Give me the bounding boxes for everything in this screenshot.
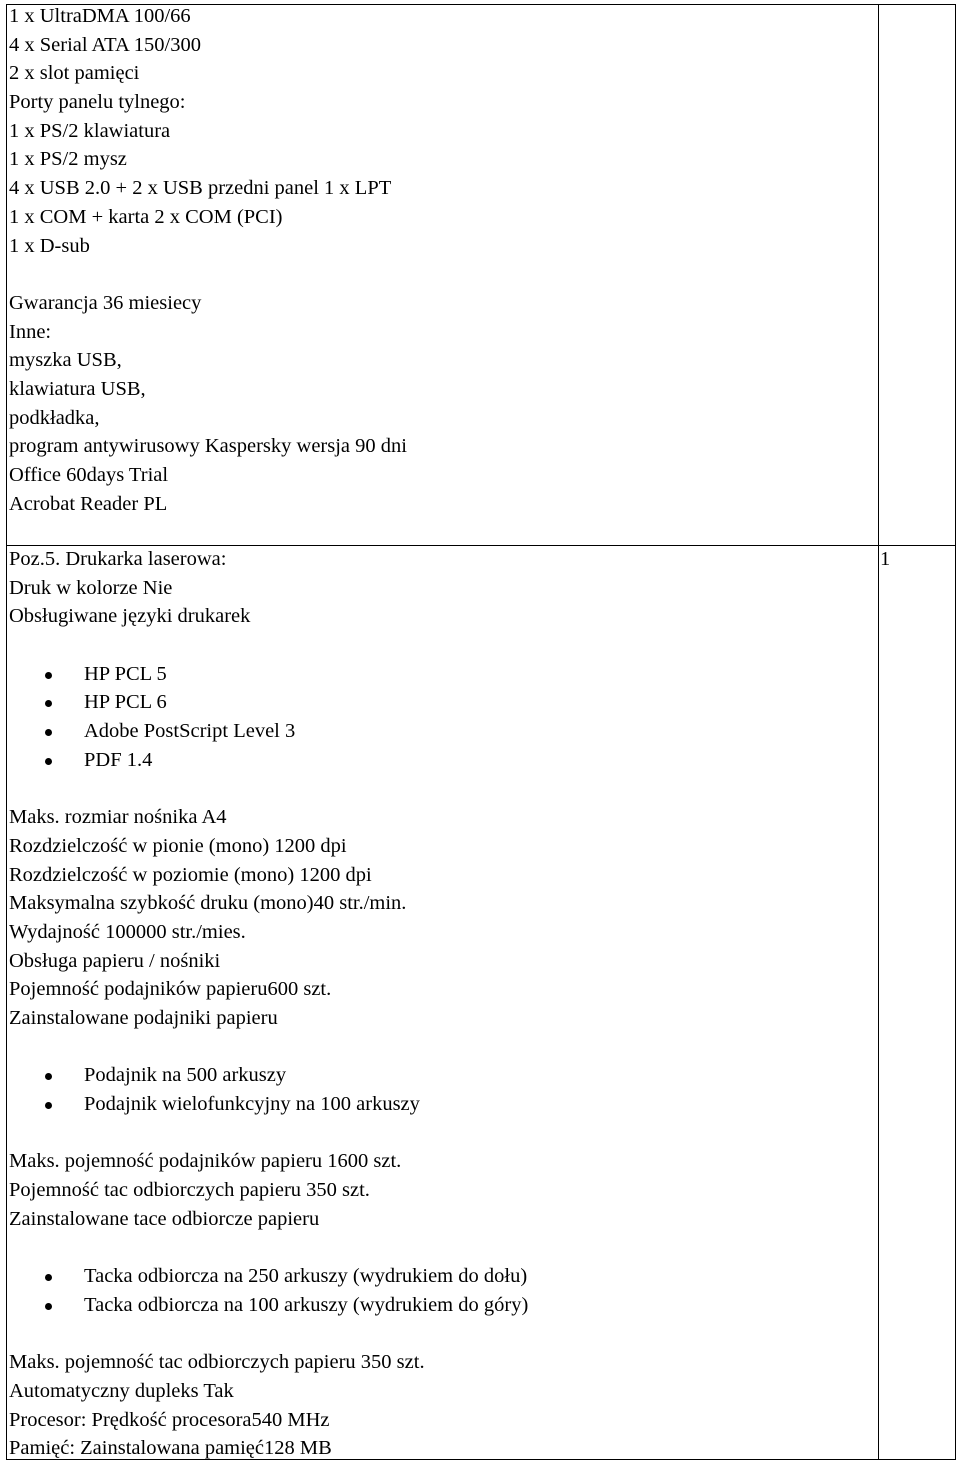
spec-line: Maksymalna szybkość druku (mono)40 str./min. bbox=[9, 892, 407, 915]
spec-line: 1 x PS/2 klawiatura bbox=[9, 119, 171, 142]
bullet-text: PDF 1.4 bbox=[84, 748, 153, 771]
bullet-icon bbox=[45, 1073, 52, 1080]
spec-line: program antywirusowy Kaspersky wersja 90 dni bbox=[9, 435, 407, 458]
bullet-item bbox=[9, 1090, 859, 1119]
blank-line bbox=[9, 775, 859, 804]
spec-line: Zainstalowane podajniki papieru bbox=[9, 1007, 278, 1029]
bullet-text: Tacka odbiorcza na 100 arkuszy (wydrukiem do góry) bbox=[84, 1293, 529, 1316]
blank-line bbox=[9, 1033, 859, 1062]
spec-line: Pojemność tac odbiorczych papieru 350 szt. bbox=[9, 1179, 370, 1202]
spec-line: Automatyczny dupleks Tak bbox=[9, 1379, 234, 1402]
spec-line: Maks. rozmiar nośnika A4 bbox=[9, 806, 227, 829]
bullet-item bbox=[9, 717, 859, 746]
spec-line: Office 60days Trial bbox=[9, 464, 169, 486]
bullet-item bbox=[9, 688, 859, 717]
spec-line: 1 x PS/2 mysz bbox=[9, 148, 127, 171]
spec-line: 1 x UltraDMA 100/66 bbox=[9, 5, 191, 27]
bullet-text: Tacka odbiorcza na 250 arkuszy (wydrukiem do dołu) bbox=[84, 1265, 528, 1288]
spec-line: 1 x COM + karta 2 x COM (PCI) bbox=[9, 205, 283, 228]
bullet-icon bbox=[45, 1274, 52, 1281]
bullet-icon bbox=[45, 700, 52, 707]
spec-line: 4 x USB 2.0 + 2 x USB przedni panel 1 x LPT bbox=[9, 177, 392, 200]
bullet-item bbox=[9, 1061, 859, 1090]
spec-line: klawiatura USB, bbox=[9, 377, 146, 400]
spec-line: 1 x D-sub bbox=[9, 234, 90, 257]
spec-line: Rozdzielczość w pionie (mono) 1200 dpi bbox=[9, 834, 347, 857]
blank-line bbox=[9, 1119, 859, 1148]
spec-line: Pamięć: Zainstalowana pamięć128 MB bbox=[9, 1437, 332, 1460]
bullet-item bbox=[9, 1291, 859, 1320]
quantity-value: 1 bbox=[880, 548, 891, 570]
bullet-icon bbox=[45, 1303, 52, 1310]
bullet-text: Podajnik wielofunkcyjny na 100 arkuszy bbox=[84, 1093, 420, 1116]
spec-line: Gwarancja 36 miesiecy bbox=[9, 291, 202, 314]
spec-cell-computer bbox=[9, 2, 859, 518]
spec-line: Maks. pojemność podajników papieru 1600 szt. bbox=[9, 1150, 402, 1173]
bullet-item bbox=[9, 660, 859, 689]
bullet-text: Podajnik na 500 arkuszy bbox=[84, 1064, 287, 1087]
blank-line bbox=[9, 631, 859, 660]
spec-line: myszka USB, bbox=[9, 349, 122, 372]
bullet-text: HP PCL 6 bbox=[84, 691, 167, 714]
bullet-icon bbox=[45, 1102, 52, 1109]
spec-line: Obsługiwane języki drukarek bbox=[9, 605, 251, 628]
spec-line: Wydajność 100000 str./mies. bbox=[9, 920, 246, 943]
spec-line: podkładka, bbox=[9, 406, 100, 429]
column-divider bbox=[878, 5, 879, 1459]
bullet-icon bbox=[45, 672, 52, 679]
spec-line: Pojemność podajników papieru600 szt. bbox=[9, 978, 332, 1001]
spec-line: Acrobat Reader PL bbox=[9, 492, 168, 515]
blank-line bbox=[9, 1234, 859, 1263]
spec-cell-printer bbox=[9, 545, 859, 1463]
spec-line: Druk w kolorze Nie bbox=[9, 576, 173, 599]
bullet-item bbox=[9, 746, 859, 775]
bullet-text: Adobe PostScript Level 3 bbox=[84, 720, 296, 743]
item-heading: Poz.5. Drukarka laserowa: bbox=[9, 548, 227, 570]
bullet-item bbox=[9, 1262, 859, 1291]
spec-line: 4 x Serial ATA 150/300 bbox=[9, 33, 201, 56]
bullet-icon bbox=[45, 758, 52, 765]
blank-line bbox=[9, 1320, 859, 1349]
bullet-icon bbox=[45, 729, 52, 736]
spec-line: Porty panelu tylnego: bbox=[9, 91, 186, 114]
blank-line bbox=[9, 260, 859, 289]
bullet-text: HP PCL 5 bbox=[84, 662, 167, 685]
spec-line: 2 x slot pamięci bbox=[9, 62, 140, 85]
spec-line: Obsługa papieru / nośniki bbox=[9, 949, 221, 972]
spec-line: Zainstalowane tace odbiorcze papieru bbox=[9, 1207, 320, 1230]
spec-line: Procesor: Prędkość procesora540 MHz bbox=[9, 1408, 330, 1431]
spec-line: Rozdzielczość w poziomie (mono) 1200 dpi bbox=[9, 863, 372, 886]
spec-line: Inne: bbox=[9, 320, 52, 343]
spec-line: Maks. pojemność tac odbiorczych papieru 350 szt. bbox=[9, 1351, 425, 1374]
